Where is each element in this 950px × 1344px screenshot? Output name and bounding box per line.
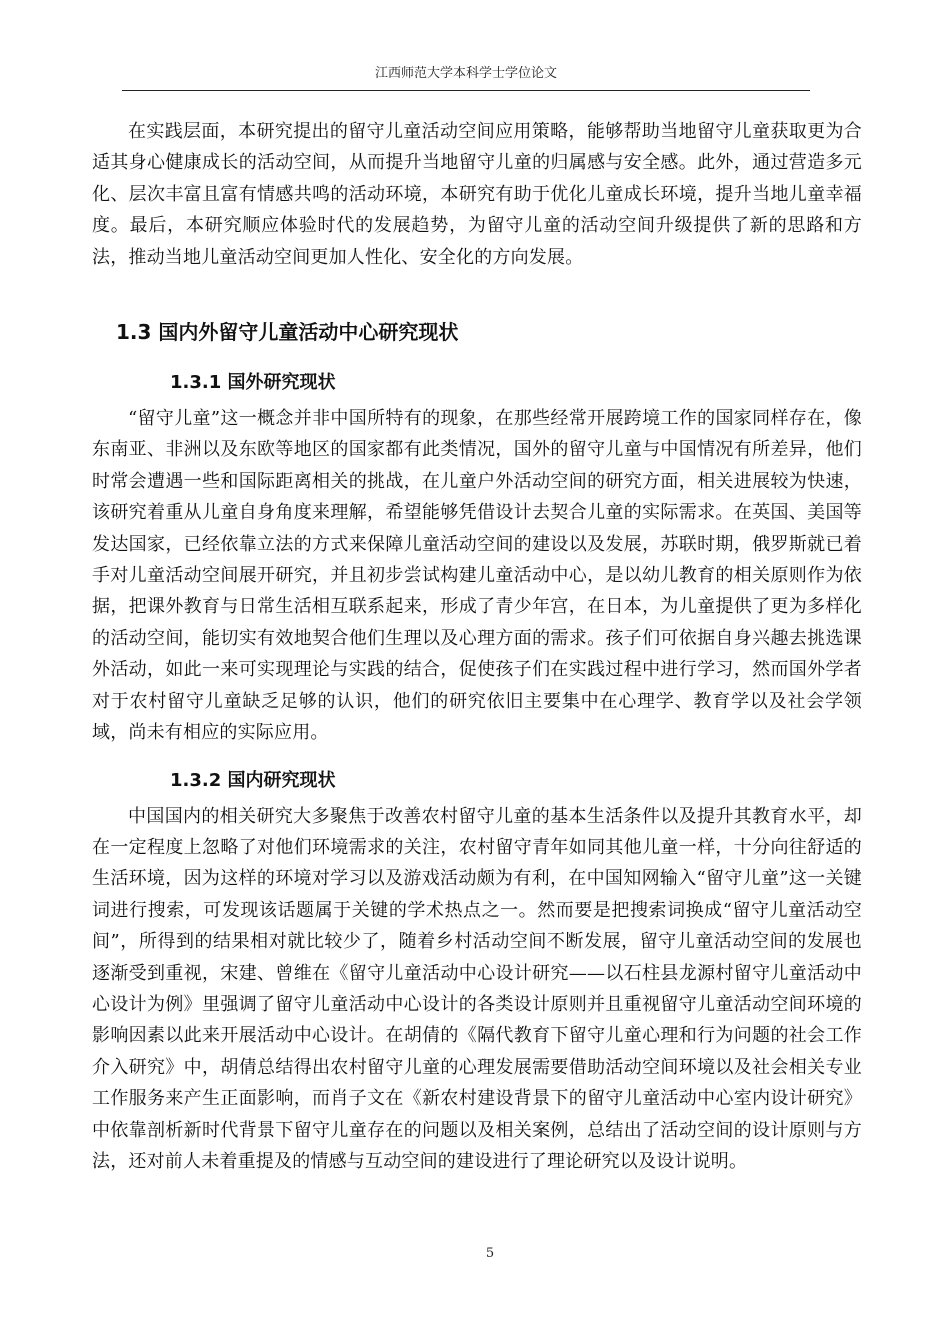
subsection-2-paragraph: 中国国内的相关研究大多聚焦于改善农村留守儿童的基本生活条件以及提升其教育水平，却在一定程度上忽略了对他们环境需求的关注，农村留守青年如同其他儿童一样，十分向往舒适的生活环境，因为这样的环境对学习以及游戏活动颇为有利，在中国知网输入“留守儿童”这一关键词进行搜索，可发现该话题属于关键的学术热点之一。然而要是把搜索词换成“留守儿童活动空间”，所得到的结果相对就比较少了，随着乡村活动空间不断发展，留守儿童活动空间的发展也逐渐受到重视，宋建、曾维在《留守儿童活动中心设计研究——以石柱县龙源村留守儿童活动中心设计为例》里强调了留守儿童活动中心设计的各类设计原则并且重视留守儿童活动空间环境的影响因素以此来开展活动中心设计。在胡倩的《隔代教育下留守儿童心理和行为问题的社会工作介入研究》中，胡倩总结得出农村留守儿童的心理发展需要借助活动空间环境以及社会相关专业工作服务来产生正面影响，而肖子文在《新农村建设背景下的留守儿童活动中心室内设计研究》中依靠剖析新时代背景下留守儿童存在的问题以及相关案例，总结出了活动空间的设计原则与方法，还对前人未着重提及的情感与互动空间的建设进行了理论研究以及设计说明。	[92, 805, 862, 1172]
thesis-header-title: 江西师范大学本科学士学位论文	[374, 66, 557, 81]
subsection-1-paragraph: “留守儿童”这一概念并非中国所特有的现象，在那些经常开展跨境工作的国家同样存在，像东南亚、非洲以及东欧等地区的国家都有此类情况，国外的留守儿童与中国情况有所差异，他们时常会遭遇一些和国际距离相关的挑战，在儿童户外活动空间的研究方面，相关进展较为快速，该研究着重从儿童自身角度来理解，希望能够凭借设计去契合儿童的实际需求。在英国、美国等发达国家，已经依靠立法的方式来保障儿童活动空间的建设以及发展，苏联时期，俄罗斯就已着手对儿童活动空间展开研究，并且初步尝试构建儿童活动中心，是以幼儿教育的相关原则作为依据，把课外教育与日常生活相互联系起来，形成了青少年宫，在日本，为儿童提供了更为多样化的活动空间，能切实有效地契合他们生理以及心理方面的需求。孩子们可依据自身兴趣去挑选课外活动，如此一来可实现理论与实践的结合，促使孩子们在实践过程中进行学习，然而国外学者对于农村留守儿童缺乏足够的认识，他们的研究依旧主要集中在心理学、教育学以及社会学领域，尚未有相应的实际应用。	[92, 408, 862, 744]
subsection-2-heading: 1.3.2 国内研究现状	[170, 769, 336, 791]
subsection-1-heading: 1.3.1 国外研究现状	[170, 372, 336, 394]
page-content	[92, 116, 862, 1177]
page-header	[122, 64, 810, 91]
page-number: 5	[485, 1246, 495, 1261]
intro-paragraph: 在实践层面，本研究提出的留守儿童活动空间应用策略，能够帮助当地留守儿童获取更为合适其身心健康成长的活动空间，从而提升当地留守儿童的归属感与安全感。此外，通过营造多元化、层次丰富且富有情感共鸣的活动环境，本研究有助于优化儿童成长环境，提升当地儿童幸福度。最后，本研究顺应体验时代的发展趋势，为留守儿童的活动空间升级提供了新的思路和方法，推动当地儿童活动空间更加人性化、安全化的方向发展。	[92, 121, 862, 268]
section-heading: 1.3 国内外留守儿童活动中心研究现状	[116, 320, 459, 345]
